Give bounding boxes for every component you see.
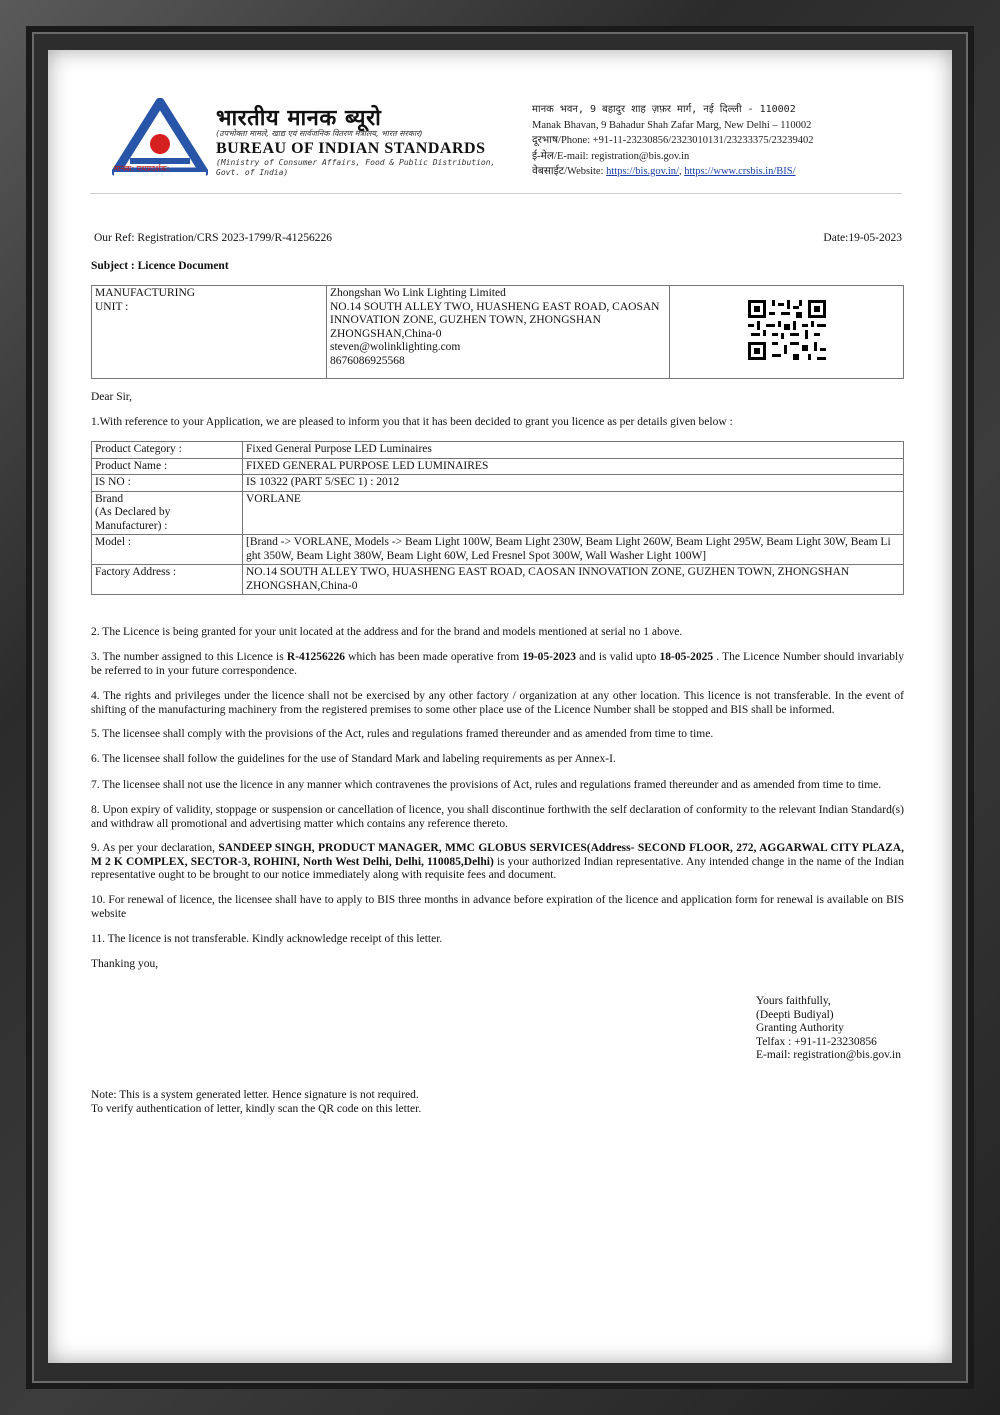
- bis-logo-icon: [112, 98, 208, 188]
- paragraph-8: 8. Upon expiry of validity, stoppage or suspension or cancellation of licence, you shall discontinue forthwith the self declaration of conformity to the relevant Indian Standard(s) and withdraw all promotional and advertising matter which contains any reference thereto.: [91, 804, 904, 830]
- table-row: [92, 458, 904, 475]
- logo-motto: मानक: पथप्रदर्शक:: [114, 164, 170, 173]
- header-divider: [90, 193, 902, 194]
- model-value-line-2: ght 350W, Beam Light 380W, Beam Light 60W, Led Fresnel Spot 300W, Wall Washer Light 100W]: [246, 549, 707, 562]
- table-row: [92, 475, 904, 492]
- email-line: ई-मेल/E-mail: registration@bis.gov.in: [532, 150, 690, 162]
- signature-block: [756, 995, 901, 1063]
- salutation: Dear Sir,: [91, 391, 133, 403]
- paragraph-2: 2. The Licence is being granted for your unit located at the address and for the brand and models mentioned at serial no 1 above.: [91, 626, 683, 638]
- website-separator: ,: [678, 166, 682, 177]
- table-row: [92, 535, 904, 565]
- unit-email: steven@wolinklighting.com: [330, 341, 461, 353]
- signature-telfax: Telfax : +91-11-23230856: [756, 1035, 877, 1048]
- signature-line-1: Yours faithfully,: [756, 995, 831, 1007]
- qr-cell: [670, 286, 904, 379]
- qr-code-icon: [748, 300, 826, 360]
- address-english: Manak Bhavan, 9 Bahadur Shah Zafar Marg, New Delhi – 110002: [532, 119, 812, 131]
- table-row: [92, 491, 904, 535]
- para9-a: 9. As per your declaration,: [91, 842, 219, 854]
- model-value-line-1: [Brand -> VORLANE, Models -> Beam Light 100W, Beam Light 230W, Beam Light 260W, Beam Light 295W, Beam Light 30W, Beam Li: [246, 536, 891, 548]
- paragraph-5: 5. The licensee shall comply with the provisions of the Act, rules and regulations framed thereunder and as amended from time to time.: [91, 728, 714, 740]
- is-no-value: IS 10322 (PART 5/SEC 1) : 2012: [243, 475, 904, 492]
- brand-label-1: Brand: [95, 492, 124, 505]
- website-label: वेबसाईट/Website:: [532, 166, 604, 177]
- paragraph-9: [91, 842, 904, 883]
- hindi-title: भारतीय मानक ब्यूरो: [216, 106, 382, 131]
- unit-label-1: MANUFACTURING: [95, 287, 196, 299]
- brand-label-2: (As Declared by: [95, 506, 171, 518]
- indian-representative: SANDEEP SINGH, PRODUCT MANAGER, MMC GLOBUS SERVICES(Address- SECOND FLOOR, 272, AGGARWAL CITY PLAZA, M 2 K COMPLEX, SECTOR-3, ROHINI, North West Delhi, Delhi, 110085,Delhi): [91, 842, 904, 868]
- para3-a: 3. The number assigned to this Licence is: [91, 651, 287, 663]
- english-title: BUREAU OF INDIAN STANDARDS: [216, 140, 486, 157]
- brand-value: VORLANE: [243, 491, 904, 535]
- model-value-cell: [243, 535, 904, 565]
- paragraph-10: 10. For renewal of licence, the licensee shall have to apply to BIS three months in advance before expiration of the licence and application form for renewal is available on BIS website: [91, 894, 904, 920]
- unit-phone: 8676086925568: [330, 354, 405, 367]
- thanking-line: Thanking you,: [91, 958, 159, 970]
- unit-address-3: ZHONGSHAN,China-0: [330, 327, 442, 340]
- crsbis-website-link[interactable]: https://www.crsbis.in/BIS/: [684, 166, 796, 177]
- product-name-value: FIXED GENERAL PURPOSE LED LUMINAIRES: [243, 458, 904, 475]
- subject-line: Subject : Licence Document: [91, 260, 229, 272]
- product-category-value: Fixed General Purpose LED Luminaires: [243, 442, 904, 459]
- paragraph-7: 7. The licensee shall not use the licence in any manner which contravenes the provisions of Act, rules and regulations framed thereunder and as amended from time to time.: [91, 779, 882, 791]
- address-hindi: मानक भवन, 9 बहादुर शाह ज़फ़र मार्ग, नई दिल्ली - 110002: [532, 104, 796, 115]
- signature-email: E-mail: registration@bis.gov.in: [756, 1049, 901, 1061]
- brand-label-3: Manufacturer) :: [95, 519, 168, 532]
- factory-address-cell: [243, 565, 904, 595]
- para3-c: and is valid upto: [575, 651, 660, 663]
- factory-address-line-1: NO.14 SOUTH ALLEY TWO, HUASHENG EAST ROAD, CAOSAN INNOVATION ZONE, GUZHEN TOWN, ZHONGSHAN: [246, 566, 850, 578]
- unit-company: Zhongshan Wo Link Lighting Limited: [330, 287, 506, 299]
- bis-website-link[interactable]: https://bis.gov.in/: [606, 166, 679, 177]
- note-line-1: Note: This is a system generated letter. Hence signature is not required.: [91, 1089, 419, 1101]
- unit-label-cell: [92, 286, 327, 379]
- paragraph-11: 11. The licence is not transferable. Kindly acknowledge receipt of this letter.: [91, 933, 443, 945]
- signature-name: (Deepti Budiyal): [756, 1008, 834, 1021]
- licence-details-table: [91, 441, 904, 595]
- note-line-2: To verify authentication of letter, kindly scan the QR code on this letter.: [91, 1102, 422, 1115]
- licence-number: R-41256226: [286, 651, 346, 663]
- signature-title: Granting Authority: [756, 1022, 844, 1034]
- para3-b: which has been made operative from: [345, 651, 523, 663]
- para9-b: is your authorized Indian representative. Any intended change in the name of the Indian representative ought to be brought to our notice immediately along with requisite fees and document.: [91, 855, 905, 881]
- operative-from-date: 19-05-2023: [522, 651, 576, 663]
- ministry-line: (Ministry of Consumer Affairs, Food & Public Distribution, Govt. of India): [216, 158, 496, 177]
- paragraph-3: [91, 651, 904, 678]
- factory-address-line-2: ZHONGSHAN,China-0: [246, 579, 358, 592]
- note-block: [91, 1089, 421, 1116]
- table-row: [92, 565, 904, 595]
- unit-details-cell: [327, 286, 670, 379]
- phone-line: दूरभाष/Phone: +91-11-23230856/2323010131/23233375/23239402: [532, 135, 814, 146]
- product-category-label: Product Category :: [92, 442, 243, 459]
- factory-address-label: Factory Address :: [92, 565, 243, 595]
- unit-address-1: NO.14 SOUTH ALLEY TWO, HUASHENG EAST ROAD, CAOSAN: [330, 300, 660, 313]
- table-row: [92, 442, 904, 459]
- model-label: Model :: [92, 535, 243, 565]
- valid-upto-date: 18-05-2025: [659, 651, 714, 663]
- unit-address-2: INNOVATION ZONE, GUZHEN TOWN, ZHONGSHAN: [330, 314, 601, 326]
- letter-date: Date:19-05-2023: [823, 232, 902, 244]
- paragraph-1: 1.With reference to your Application, we are pleased to inform you that it has been decided to grant you licence as per details given below :: [91, 416, 733, 428]
- is-no-label: IS NO :: [92, 475, 243, 492]
- paragraph-6: 6. The licensee shall follow the guidelines for the use of Standard Mark and labeling requirements as per Annex-I.: [91, 753, 616, 765]
- hindi-subtitle: (उपभोक्ता मामले, खाद्य एवं सार्वजनिक वितरण मंत्रालय, भारत सरकार): [216, 129, 423, 138]
- paragraph-4: 4. The rights and privileges under the licence shall not be exercised by any other factory / organization at any other location. This licence is not transferable. In the event of shifting of the manufacturing machinery from the registered premises to some other place use of the Licence Number shall be stopped and BIS shall be informed.: [91, 690, 904, 716]
- para3-d: . The Licence Number should invariably be referred to in your future correspondence.: [91, 651, 904, 677]
- our-ref: Our Ref: Registration/CRS 2023-1799/R-41256226: [94, 232, 332, 244]
- brand-label-cell: [92, 491, 243, 535]
- product-name-label: Product Name :: [92, 458, 243, 475]
- licence-letter: [48, 50, 952, 1363]
- unit-label-2: UNIT :: [95, 300, 129, 313]
- manufacturing-unit-table: [91, 285, 904, 379]
- website-line: [532, 164, 814, 180]
- header-address-block: [532, 102, 814, 180]
